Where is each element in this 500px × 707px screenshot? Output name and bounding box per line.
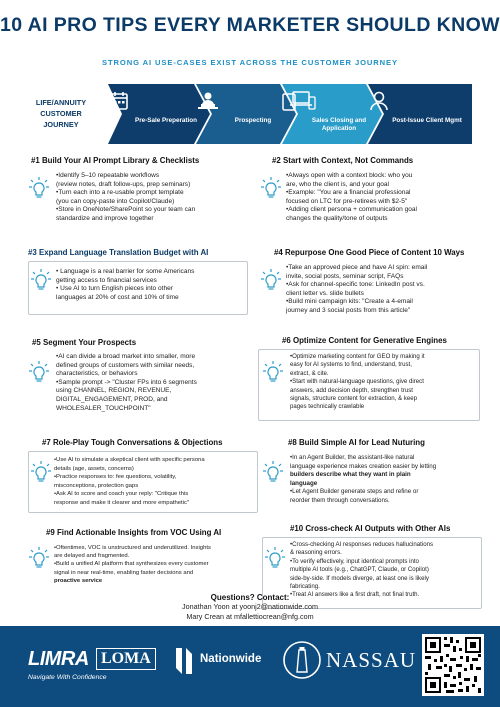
lightbulb-icon bbox=[28, 176, 50, 202]
contact-section bbox=[150, 593, 350, 622]
tip-2 bbox=[258, 156, 478, 232]
lightbulb-icon bbox=[30, 460, 52, 486]
bullet-text: •Adding client persona + communication goal bbox=[286, 206, 417, 214]
qr-code[interactable] bbox=[422, 634, 484, 696]
loma-logo: LOMA bbox=[96, 648, 156, 670]
bullet-text: •Start with natural-language questions, give direct bbox=[290, 378, 424, 386]
bullet-text: easy for AI systems to find, understand, trust, bbox=[290, 361, 412, 369]
tip-title: #6 Optimize Content for Generative Engines bbox=[282, 336, 447, 345]
tip-title: #7 Role-Play Tough Conversations & Objections bbox=[42, 438, 223, 447]
bullet-text: focused on LTC for pre-retirees with $2-5" bbox=[286, 197, 408, 205]
bullet-text: invite, social posts, seminar script, FAQs bbox=[286, 272, 404, 280]
bullet-text: client letter vs. slide bullets bbox=[286, 289, 364, 297]
journey-step-presale bbox=[108, 84, 210, 144]
tip-title: #2 Start with Context, Not Commands bbox=[272, 156, 414, 165]
bullet-text: answers, add decision depth, strengthen trust bbox=[290, 386, 413, 394]
lighthouse-icon bbox=[282, 640, 322, 680]
tip-bullets bbox=[290, 541, 433, 600]
bullet-text: misconceptions, protection gaps bbox=[54, 482, 139, 489]
journey-step-closing bbox=[282, 84, 382, 144]
bullet-text: languages at 20% of cost and 10% of time bbox=[56, 293, 179, 301]
tip-title: #4 Repurpose One Good Piece of Content 10 Ways bbox=[274, 248, 465, 257]
contact-line: Jonathan Yoon at yoonj2@nationwide.com bbox=[182, 602, 318, 611]
tip-bullets bbox=[54, 544, 211, 585]
bullet-text: •Cross-checking AI responses reduces hallucinations bbox=[290, 541, 434, 548]
limra-logo: LIMRA bbox=[28, 648, 89, 670]
bullet-text: •Build mini campaign kits: "Create a 4-email bbox=[286, 298, 413, 306]
bullet-text: •Build a unified AI platform that synthesizes every customer bbox=[54, 561, 209, 568]
bullet-text: WHOLESALER_TOUCHPOINT" bbox=[56, 404, 151, 412]
bullet-text: are delayed and fragmented. bbox=[54, 553, 130, 560]
tip-bullets bbox=[54, 456, 205, 507]
nationwide-logo: Nationwide bbox=[200, 653, 262, 665]
bullet-text: •Turn each into a re-usable prompt template bbox=[56, 189, 184, 197]
bullet-text: side-by-side. If models diverge, at least one is likely bbox=[290, 574, 429, 582]
tip-title: #1 Build Your AI Prompt Library & Checklists bbox=[31, 156, 200, 165]
lightbulb-icon bbox=[260, 176, 282, 202]
bullet-text: language experience makes creation easier by letting bbox=[290, 462, 437, 470]
bullet-text: getting access to financial services bbox=[56, 276, 157, 284]
bullet-text: •To verify effectively, input identical prompts into bbox=[290, 557, 419, 565]
bullet-text: •Oftentimes, VOC is unstructured and underutilized. Insights bbox=[54, 545, 211, 551]
bullet-text: language bbox=[290, 479, 318, 487]
tip-title: #9 Find Actionable Insights from VOC Using AI bbox=[46, 528, 222, 537]
bullet-text: are, who the client is, and your goal bbox=[286, 180, 389, 188]
contact-line: Mary Crean at mfallettiocrean@nfg.com bbox=[186, 612, 314, 621]
tip-bullets bbox=[286, 264, 427, 316]
tip-8 bbox=[262, 438, 482, 520]
bullet-text: • Use AI to turn English pieces into other bbox=[56, 285, 173, 293]
bullet-text: •Store in OneNote/SharePoint so your team can bbox=[56, 206, 196, 214]
bullet-text: (review notes, draft follow-ups, prep seminars) bbox=[56, 180, 191, 188]
tip-bullets bbox=[56, 172, 195, 224]
tip-7 bbox=[28, 438, 258, 520]
bullet-text: (you can copy-paste into Copilot/Claude) bbox=[56, 197, 175, 205]
bullet-text: extract, & cite. bbox=[290, 369, 329, 377]
bullet-text: •Take an approved piece and have AI spin: email bbox=[286, 264, 428, 271]
tip-4 bbox=[258, 248, 478, 328]
journey-step-label: Pre-Sale Preperation bbox=[135, 117, 197, 124]
lightbulb-icon bbox=[260, 268, 282, 294]
tip-title: #5 Segment Your Prospects bbox=[32, 338, 137, 347]
bullet-text: •Ask AI to score and coach your reply: "Critique this bbox=[54, 491, 189, 497]
tip-1 bbox=[28, 156, 248, 232]
lightbulb-icon bbox=[262, 360, 284, 386]
bullet-text: •Optimize marketing content for GEO by making it bbox=[290, 353, 425, 360]
bullet-text: • Language is a real barrier for some Americans bbox=[56, 268, 195, 275]
bullet-text: DIGITAL_ENGAGEMENT, PROD, and bbox=[56, 395, 168, 403]
bullet-text: •Use AI to simulate a skeptical client with specific persona bbox=[54, 457, 205, 463]
bullet-text: •Always open with a context block: who you bbox=[286, 172, 413, 179]
bullet-text: •Let Agent Builder generate steps and refine or bbox=[290, 488, 419, 496]
page-subtitle: STRONG AI USE-CASES EXIST ACROSS THE CUSTOMER JOURNEY bbox=[102, 58, 398, 67]
journey-step-postissue bbox=[368, 84, 472, 144]
tip-bullets bbox=[56, 268, 194, 302]
lightbulb-icon bbox=[264, 546, 286, 572]
tip-3 bbox=[28, 248, 248, 328]
bullet-text: using CHANNEL, REGION, REVENUE, bbox=[56, 387, 172, 395]
tip-9 bbox=[28, 528, 258, 594]
bullet-text: reorder them through conversations. bbox=[290, 496, 390, 504]
nationwide-eagle-icon bbox=[172, 646, 196, 676]
bullet-text: •AI can divide a broad market into smaller, more bbox=[56, 353, 196, 360]
bullet-text: characteristics, or behaviors bbox=[56, 370, 138, 378]
bullet-text: •Sample prompt -> "Cluster FPs into 6 segments bbox=[56, 378, 197, 386]
tip-6 bbox=[258, 336, 480, 432]
journey-step-label: Post-Issue Client Mgmt bbox=[392, 117, 462, 124]
limra-tagline: Navigate With Confidence bbox=[28, 674, 107, 681]
bullet-text: response and make it clearer and more empathetic" bbox=[54, 499, 190, 506]
journey-step-label: Sales Closing and Application bbox=[311, 117, 367, 132]
journey-step-prospecting bbox=[196, 84, 296, 144]
bullet-text: pages technically crawlable bbox=[290, 403, 365, 411]
bullet-text: •Practice responses to: fee questions, volatility, bbox=[54, 474, 177, 480]
bullet-text: & reasoning errors. bbox=[290, 549, 342, 557]
bullet-text: signals, structure content for extraction, & keep bbox=[290, 395, 418, 403]
journey-step-label: Prospecting bbox=[234, 117, 272, 124]
page-title: 10 AI PRO TIPS EVERY MARKETER SHOULD KNOW bbox=[0, 14, 500, 36]
bullet-text: proactive service bbox=[54, 577, 103, 584]
bullet-text: •Identify 5–10 repeatable workflows bbox=[56, 172, 160, 179]
bullet-text: •Treat AI answers like a first draft, not final truth. bbox=[290, 591, 420, 599]
lightbulb-icon bbox=[28, 546, 50, 572]
tip-bullets bbox=[290, 454, 436, 506]
lightbulb-icon bbox=[262, 460, 284, 486]
tip-title: #8 Build Simple AI for Lead Nuturing bbox=[288, 438, 425, 447]
tip-5 bbox=[28, 338, 256, 430]
bullet-text: fabricating. bbox=[290, 583, 320, 591]
bullet-text: signal in near real-time, enabling faster decisions and bbox=[54, 569, 194, 576]
bullet-text: •Example: "You are a financial professional bbox=[286, 189, 411, 197]
bullet-text: builders describe what they want in plain bbox=[290, 471, 411, 479]
tip-bullets bbox=[286, 172, 417, 224]
contact-heading: Questions? Contact: bbox=[210, 593, 290, 602]
nassau-logo: NASSAU bbox=[326, 648, 417, 672]
bullet-text: changes the quality/tone of outputs bbox=[286, 214, 388, 222]
tip-title: #3 Expand Language Translation Budget with AI bbox=[28, 248, 209, 257]
bullet-text: multiple AI tools (e.g., ChatGPT, Claude, or Copilot) bbox=[290, 566, 429, 574]
bullet-text: details (age, assets, concerns) bbox=[54, 465, 134, 472]
qr-code-pattern bbox=[422, 634, 484, 696]
bullet-text: standardize and improve together bbox=[56, 214, 154, 222]
journey-label: LIFE/ANNUITY CUSTOMER JOURNEY bbox=[35, 98, 87, 129]
bullet-text: •In an Agent Builder, the assistant-like natural bbox=[290, 454, 415, 461]
bullet-text: •Ask for channel-specific tone: LinkedIn post vs. bbox=[286, 281, 425, 289]
bullet-text: defined groups of customers with similar needs, bbox=[56, 361, 195, 369]
tip-bullets bbox=[290, 353, 425, 412]
tip-title: #10 Cross-check AI Outputs with Other AIs bbox=[290, 524, 451, 533]
lightbulb-icon bbox=[28, 360, 50, 386]
bullet-text: journey and 3 social posts from this article" bbox=[286, 306, 411, 314]
lightbulb-icon bbox=[30, 268, 52, 294]
tip-bullets bbox=[56, 353, 197, 413]
